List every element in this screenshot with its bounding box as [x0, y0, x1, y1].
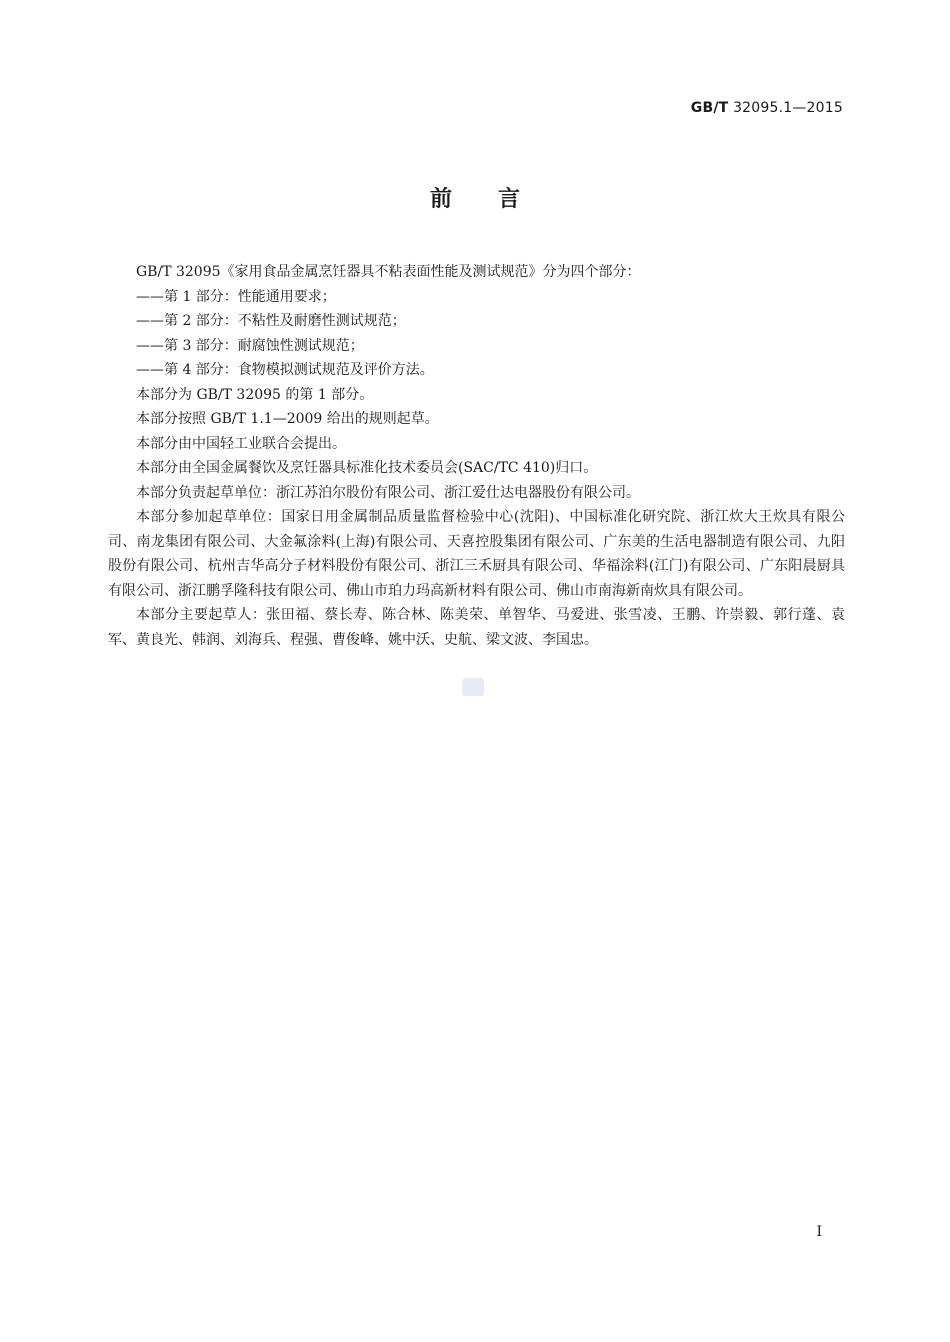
paragraph-responsible-units: 本部分负责起草单位：浙江苏泊尔股份有限公司、浙江爱仕达电器股份有限公司。 [136, 484, 640, 501]
paragraph-intro: GB/T 32095《家用食品金属烹饪器具不粘表面性能及测试规范》分为四个部分： [136, 264, 641, 280]
paragraph-this-part: 本部分为 GB/T 32095 的第 1 部分。 [136, 386, 374, 403]
paragraph-part-3: ——第 3 部分：耐腐蚀性测试规范； [136, 337, 364, 354]
paragraph-drafting-rules: 本部分按照 GB/T 1.1—2009 给出的规则起草。 [136, 411, 439, 427]
page-number: I [816, 1224, 822, 1240]
paragraph-centralized-by: 本部分由全国金属餐饮及烹饪器具标准化技术委员会(SAC/TC 410)归口。 [136, 460, 598, 476]
standard-code [691, 100, 843, 116]
paragraph-participating-units: 本部分参加起草单位：国家日用金属制品质量监督检验中心(沈阳)、中国标准化研究院、浙江炊大王炊具有限公司、南龙集团有限公司、大金氟涂料(上海)有限公司、天喜控股集团有限公司、广东美的生活电器制造有限公司、九阳股份有限公司、杭州吉华高分子材料股份有限公司、浙江三禾厨具有限公司、华福涂料(江门)有限公司、广东阳晨厨具有限公司、浙江鹏孚隆科技有限公司、佛山市珀力玛高新材料有限公司、佛山市南海新南炊具有限公司。 [108, 509, 845, 599]
watermark-logo [462, 678, 484, 696]
paragraph-proposed-by: 本部分由中国轻工业联合会提出。 [136, 435, 346, 452]
standard-prefix: GB/T [690, 100, 729, 116]
foreword-body [108, 260, 845, 652]
paragraph-main-drafters: 本部分主要起草人：张田福、蔡长寿、陈合林、陈美荣、单智华、马爱进、张雪凌、王鹏、许崇毅、郭行蓬、袁军、黄良光、韩润、刘海兵、程强、曹俊峰、姚中沃、史航、梁文波、李国忠。 [108, 607, 845, 648]
standard-number: 32095.1—2015 [733, 100, 843, 116]
paragraph-part-4: ——第 4 部分：食物模拟测试规范及评价方法。 [136, 362, 434, 378]
page-title: 前言 [429, 187, 566, 212]
paragraph-part-1: ——第 1 部分：性能通用要求； [136, 288, 336, 305]
paragraph-part-2: ——第 2 部分：不粘性及耐磨性测试规范； [136, 313, 406, 329]
